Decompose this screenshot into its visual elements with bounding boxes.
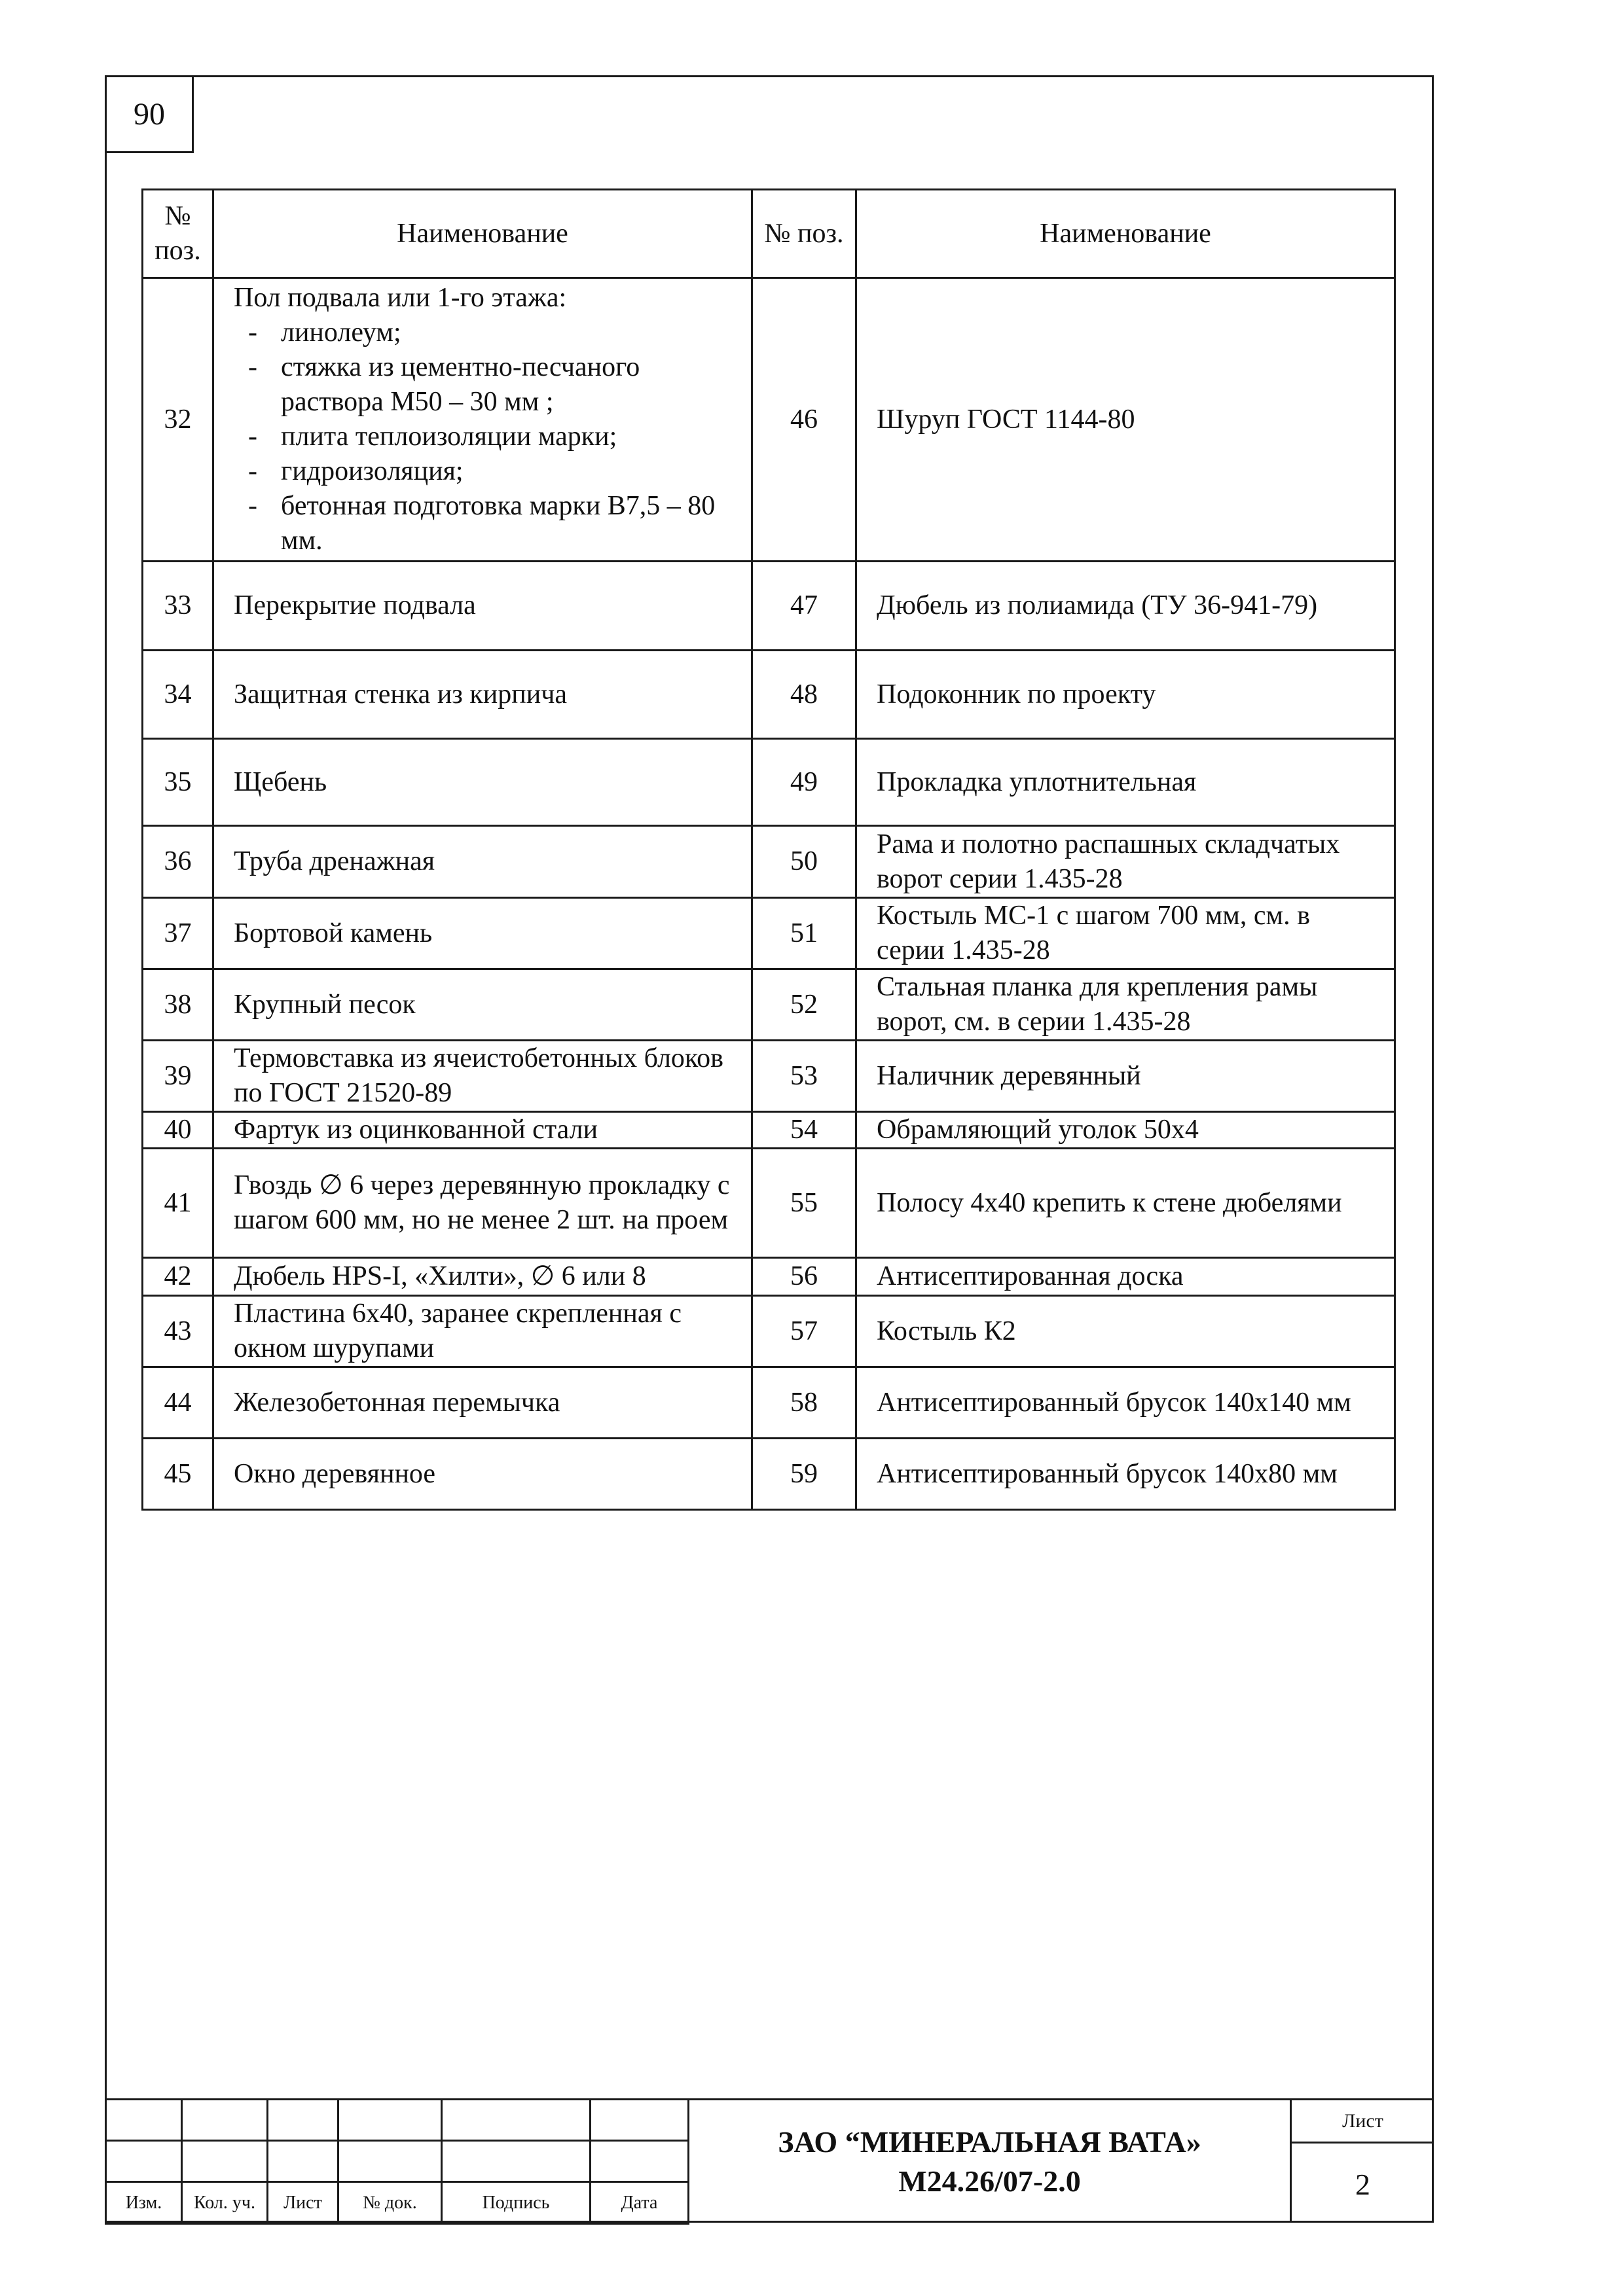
position-number: 51 — [752, 898, 856, 969]
position-name: Дюбель HPS-I, «Хилти», ∅ 6 или 8 — [213, 1258, 752, 1296]
layer-item: - бетонная подготовка марки В7,5 – 80 мм. — [234, 489, 731, 558]
position-name: Перекрытие подвала — [213, 562, 752, 651]
position-number: 37 — [143, 898, 213, 969]
table-row — [143, 739, 1395, 826]
table-row — [143, 826, 1395, 898]
position-name: Прокладка уплотнительная — [856, 739, 1395, 826]
position-number: 52 — [752, 969, 856, 1041]
position-number: 47 — [752, 562, 856, 651]
specification-table — [141, 188, 1396, 1511]
position-number: 39 — [143, 1041, 213, 1112]
label-izm: Изм. — [106, 2182, 182, 2224]
table-row — [143, 969, 1395, 1041]
position-name: Железобетонная перемычка — [213, 1367, 752, 1439]
layer-list — [234, 315, 731, 558]
document-title — [687, 2098, 1290, 2223]
position-number: 45 — [143, 1439, 213, 1510]
position-name: Антисептированная доска — [856, 1258, 1395, 1296]
label-date: Дата — [591, 2182, 689, 2224]
position-number: 35 — [143, 739, 213, 826]
layer-item: - линолеум; — [234, 315, 731, 350]
position-number: 46 — [752, 278, 856, 562]
position-number: 36 — [143, 826, 213, 898]
position-number: 55 — [752, 1149, 856, 1258]
position-number: 48 — [752, 651, 856, 739]
table-row — [143, 1367, 1395, 1439]
position-number: 49 — [752, 739, 856, 826]
position-name: Фартук из оцинкованной стали — [213, 1112, 752, 1149]
position-number: 59 — [752, 1439, 856, 1510]
position-number: 54 — [752, 1112, 856, 1149]
position-name: Защитная стенка из кирпича — [213, 651, 752, 739]
position-name: Костыль К2 — [856, 1296, 1395, 1367]
position-name: Крупный песок — [213, 969, 752, 1041]
page-number: 90 — [105, 75, 194, 153]
position-name: Труба дренажная — [213, 826, 752, 898]
title-block — [105, 2098, 1434, 2223]
sheet-box — [1290, 2098, 1434, 2223]
position-name: Бортовой камень — [213, 898, 752, 969]
position-name: Гвоздь ∅ 6 через деревянную прокладку с шагом 600 мм, но не менее 2 шт. на проем — [213, 1149, 752, 1258]
position-number: 56 — [752, 1258, 856, 1296]
position-name: Антисептированный брусок 140х140 мм — [856, 1367, 1395, 1439]
position-name: Щебень — [213, 739, 752, 826]
header-num-left: № поз. — [143, 190, 213, 278]
position-name: Антисептированный брусок 140х80 мм — [856, 1439, 1395, 1510]
position-number: 38 — [143, 969, 213, 1041]
sheet-number: 2 — [1355, 2167, 1370, 2201]
header-name-left: Наименование — [213, 190, 752, 278]
position-number: 41 — [143, 1149, 213, 1258]
header-name-right: Наименование — [856, 190, 1395, 278]
layer-item: - стяжка из цементно-песчаного раствора М50 – 30 мм ; — [234, 350, 731, 420]
company-name: ЗАО “МИНЕРАЛЬНАЯ ВАТА» — [778, 2125, 1201, 2159]
position-name: Шуруп ГОСТ 1144-80 — [856, 278, 1395, 562]
position-name-title: Пол подвала или 1-го этажа: — [234, 283, 567, 313]
layer-item: - гидроизоляция; — [234, 454, 731, 489]
position-name: Наличник деревянный — [856, 1041, 1395, 1112]
table-header-row — [143, 190, 1395, 278]
position-name — [213, 278, 752, 562]
table-row — [143, 278, 1395, 562]
table-row — [143, 1149, 1395, 1258]
position-name: Термовставка из ячеистобетонных блоков по ГОСТ 21520-89 — [213, 1041, 752, 1112]
position-name: Подоконник по проекту — [856, 651, 1395, 739]
position-name: Стальная планка для крепления рамы ворот, см. в серии 1.435-28 — [856, 969, 1395, 1041]
position-number: 40 — [143, 1112, 213, 1149]
revision-row — [106, 2141, 689, 2182]
table-row — [143, 1112, 1395, 1149]
header-num-right: № поз. — [752, 190, 856, 278]
position-number: 32 — [143, 278, 213, 562]
position-name: Окно деревянное — [213, 1439, 752, 1510]
revision-grid — [105, 2098, 689, 2225]
label-list: Лист — [268, 2182, 338, 2224]
position-number: 42 — [143, 1258, 213, 1296]
sheet-label: Лист — [1292, 2100, 1434, 2144]
position-name: Костыль МС-1 с шагом 700 мм, см. в серии 1.435-28 — [856, 898, 1395, 969]
label-kol-uch: Кол. уч. — [182, 2182, 268, 2224]
table-row — [143, 562, 1395, 651]
table-row — [143, 1296, 1395, 1367]
table-row — [143, 1041, 1395, 1112]
position-number: 50 — [752, 826, 856, 898]
document-code: М24.26/07-2.0 — [898, 2164, 1081, 2198]
position-name: Пластина 6х40, заранее скрепленная с окном шурупами — [213, 1296, 752, 1367]
revision-row — [106, 2100, 689, 2141]
position-number: 44 — [143, 1367, 213, 1439]
table-row — [143, 651, 1395, 739]
revision-label-row — [106, 2182, 689, 2224]
position-name: Дюбель из полиамида (ТУ 36-941-79) — [856, 562, 1395, 651]
position-number: 34 — [143, 651, 213, 739]
table-row — [143, 1258, 1395, 1296]
position-number: 57 — [752, 1296, 856, 1367]
position-number: 58 — [752, 1367, 856, 1439]
table-row — [143, 1439, 1395, 1510]
position-name: Полосу 4х40 крепить к стене дюбелями — [856, 1149, 1395, 1258]
position-name: Обрамляющий уголок 50х4 — [856, 1112, 1395, 1149]
label-doc-number: № док. — [338, 2182, 442, 2224]
position-number: 43 — [143, 1296, 213, 1367]
table-row — [143, 898, 1395, 969]
layer-item: - плита теплоизоляции марки; — [234, 420, 731, 454]
label-signature: Подпись — [442, 2182, 591, 2224]
position-name: Рама и полотно распашных складчатых ворот серии 1.435-28 — [856, 826, 1395, 898]
position-number: 53 — [752, 1041, 856, 1112]
position-number: 33 — [143, 562, 213, 651]
